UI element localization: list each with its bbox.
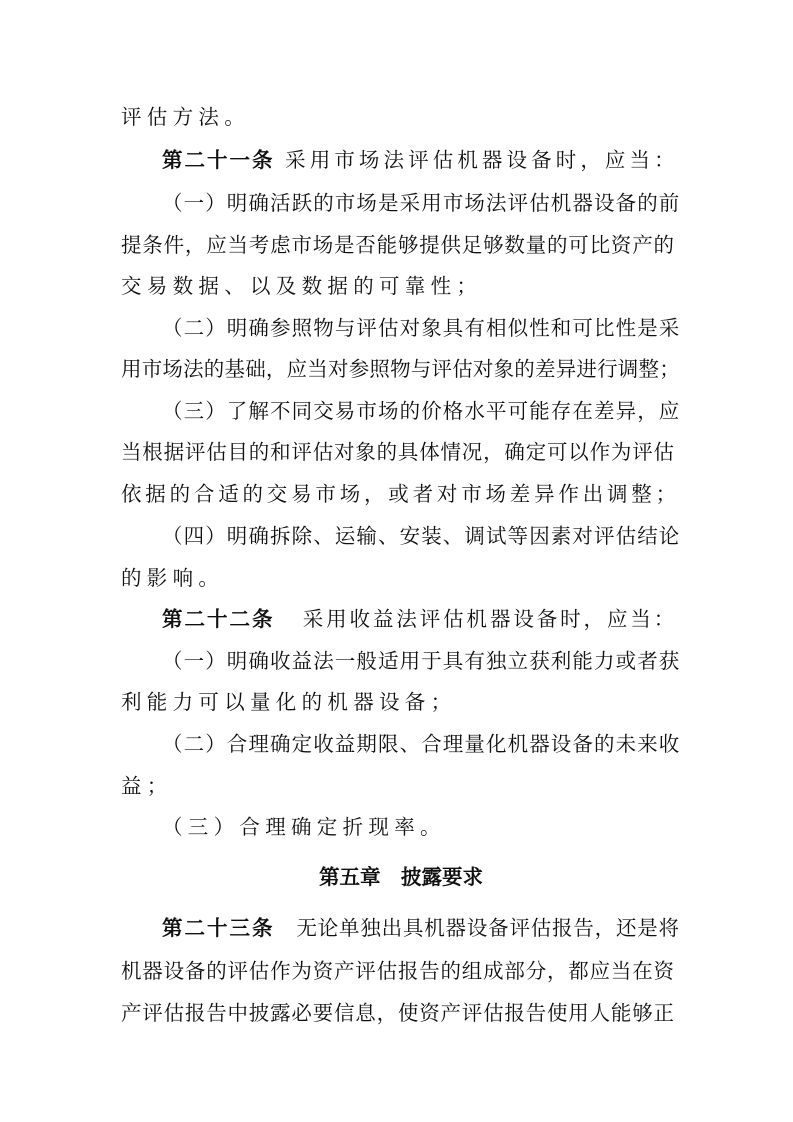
paragraph-line: 交易数据、以及数据的可靠性； bbox=[121, 274, 483, 298]
article-21-heading bbox=[162, 146, 681, 174]
article-number: 第二十一条 bbox=[162, 148, 275, 172]
paragraph-line: 机器设备的评估作为资产评估报告的组成部分，都应当在资 bbox=[121, 959, 675, 983]
paragraph-line: 益； bbox=[121, 774, 173, 798]
article-22-heading bbox=[162, 605, 681, 633]
paragraph-line: 用市场法的基础，应当对参照物与评估对象的差异进行调整； bbox=[121, 357, 680, 381]
chapter-heading: 第五章 披露要求 bbox=[319, 865, 483, 889]
article-number: 第二十三条 bbox=[162, 916, 275, 940]
paragraph-line: 产评估报告中披露必要信息，使资产评估报告使用人能够正 bbox=[121, 1001, 675, 1025]
paragraph-line: 当根据评估目的和评估对象的具体情况，确定可以作为评估 bbox=[121, 440, 675, 464]
paragraph-line: （二）明确参照物与评估对象具有相似性和可比性是采 bbox=[162, 316, 681, 340]
article-text: 无论单独出具机器设备评估报告，还是将 bbox=[274, 916, 680, 940]
article-number: 第二十二条 bbox=[162, 607, 275, 631]
paragraph-line: （四）明确拆除、运输、安装、调试等因素对评估结论 bbox=[162, 524, 681, 548]
paragraph-line: 的影响。 bbox=[121, 566, 225, 590]
paragraph-line: （三）合理确定折现率。 bbox=[162, 815, 446, 839]
paragraph-line: （二）合理确定收益期限、合理量化机器设备的未来收 bbox=[162, 732, 681, 756]
article-text: 采用收益法评估机器设备时，应当： bbox=[274, 607, 678, 631]
paragraph-line: 评估方法。 bbox=[121, 105, 250, 129]
paragraph-line: （一）明确活跃的市场是采用市场法评估机器设备的前 bbox=[162, 191, 681, 215]
paragraph-line: 利能力可以量化的机器设备； bbox=[121, 690, 457, 714]
paragraph-line: 提条件，应当考虑市场是否能够提供足够数量的可比资产的 bbox=[121, 233, 675, 257]
article-text: 采用市场法评估机器设备时，应当： bbox=[274, 148, 679, 172]
paragraph-line: （一）明确收益法一般适用于具有独立获利能力或者获 bbox=[162, 649, 681, 673]
article-23-heading bbox=[162, 914, 681, 942]
paragraph-line: （三）了解不同交易市场的价格水平可能存在差异，应 bbox=[162, 399, 681, 423]
paragraph-line: 依据的合适的交易市场，或者对市场差异作出调整； bbox=[121, 482, 680, 506]
